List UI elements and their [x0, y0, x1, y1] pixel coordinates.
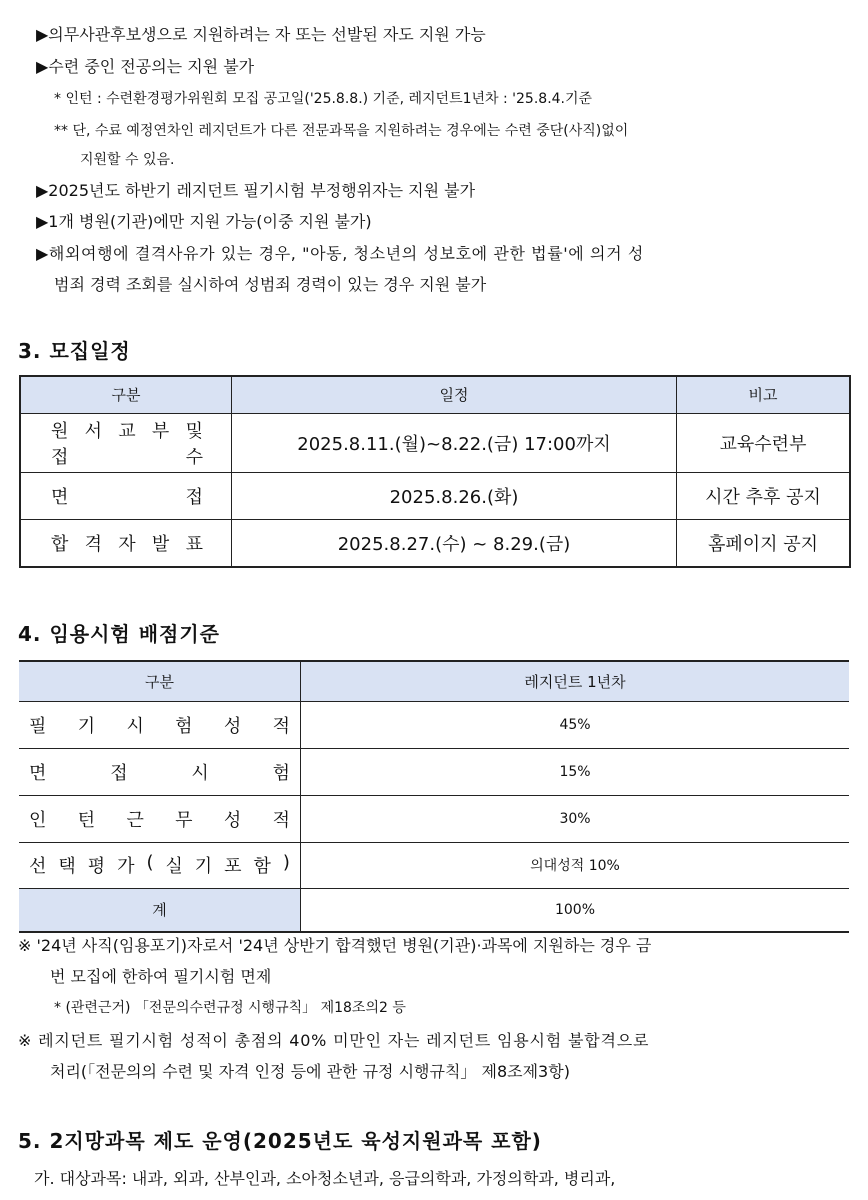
section5-title: 5. 2지망과목 제도 운영(2025년도 육성지원과목 포함) [18, 1129, 542, 1153]
schedule-note-result: 홈페이지 공지 [677, 519, 851, 567]
scoring-value-interview: 15% [301, 748, 850, 795]
bullet-military-applicant: ▶의무사관후보생으로 지원하려는 자 또는 선발된 자도 지원 가능 [36, 25, 486, 44]
schedule-label-result: 합 격 자 발 표 [51, 533, 203, 555]
section5-target-subjects: 가. 대상과목: 내과, 외과, 산부인과, 소아청소년과, 응급의학과, 가정의학과, 병리과, [34, 1169, 616, 1188]
table-row [20, 472, 850, 519]
scoring-value-written: 45% [301, 701, 850, 748]
note-completion-resident-cont: 지원할 수 있음. [80, 152, 175, 168]
schedule-header-category: 구분 [20, 376, 232, 413]
note-completion-resident: ** 단, 수료 예정연차인 레지던트가 다른 전문과목을 지원하려는 경우에는 수련 중단(사직)없이 [54, 123, 629, 139]
schedule-date-interview: 2025.8.26.(화) [232, 472, 677, 519]
table-row [20, 519, 850, 567]
scoring-label-intern: 인 턴 근 무 성 적 [29, 809, 290, 831]
schedule-date-result: 2025.8.27.(수) ~ 8.29.(금) [232, 519, 677, 567]
table-row: 원 서 교 부 및 접 수 2025.8.11.(월)~8.22.(금) 17:00까지 교육수련부 [20, 413, 850, 472]
schedule-header-note: 비고 [677, 376, 851, 413]
schedule-note-application: 교육수련부 [677, 413, 851, 472]
bullet-single-hospital: ▶1개 병원(기관)에만 지원 가능(이중 지원 불가) [36, 212, 372, 231]
table-row [19, 748, 849, 795]
schedule-date-application: 2025.8.11.(월)~8.22.(금) 17:00까지 [232, 413, 677, 472]
bullet-overseas-cont: 범죄 경력 조회를 실시하여 성범죄 경력이 있는 경우 지원 불가 [54, 275, 487, 294]
scoring-label-interview: 면 접 시 험 [29, 762, 290, 784]
bullet-overseas: ▶해외여행에 결격사유가 있는 경우, "아동, 청소년의 성보호에 관한 법률'에 의거 성 [36, 244, 644, 263]
scoring-note-exemption-cont: 번 모집에 한하여 필기시험 면제 [50, 967, 272, 986]
scoring-value-intern: 30% [301, 795, 850, 842]
schedule-label-interview: 면 접 [51, 486, 203, 508]
scoring-note-legal-basis: * (관련근거) 「전문의수련규정 시행규칙」 제18조의2 등 [54, 1000, 406, 1016]
table-row [19, 701, 849, 748]
section4-title: 4. 임용시험 배점기준 [18, 622, 220, 646]
scoring-table [19, 660, 849, 933]
scoring-header-category: 구분 [19, 661, 301, 701]
schedule-label-application: 원 서 교 부 및 [51, 420, 203, 442]
scoring-note-exemption: ※ '24년 사직(임용포기)자로서 '24년 상반기 합격했던 병원(기관)·과목에 지원하는 경우 금 [18, 936, 652, 955]
schedule-note-interview: 시간 추후 공지 [677, 472, 851, 519]
table-row [19, 795, 849, 842]
scoring-total-value: 100% [301, 888, 850, 932]
scoring-label-optional: 선 택 평 가 ( 실 기 포 함 ) [29, 852, 290, 877]
bullet-current-resident: ▶수련 중인 전공의는 지원 불가 [36, 57, 255, 76]
section3-title: 3. 모집일정 [18, 339, 131, 363]
table-row [19, 888, 849, 932]
table-row [19, 842, 849, 888]
note-reference-date: * 인턴 : 수련환경평가위원회 모집 공고일('25.8.8.) 기준, 레지던트1년차 : '25.8.4.기준 [54, 91, 593, 107]
schedule-header-date: 일정 [232, 376, 677, 413]
scoring-note-fail-threshold-cont: 처리(「전문의의 수련 및 자격 인정 등에 관한 규정 시행규칙」 제8조제3항) [50, 1062, 570, 1081]
scoring-total-label: 계 [19, 888, 301, 932]
scoring-header-resident: 레지던트 1년차 [301, 661, 850, 701]
scoring-value-optional: 의대성적 10% [301, 842, 850, 888]
scoring-note-fail-threshold: ※ 레지던트 필기시험 성적이 총점의 40% 미만인 자는 레지던트 임용시험 불합격으로 [18, 1031, 650, 1050]
scoring-label-written: 필 기 시 험 성 적 [29, 715, 290, 737]
bullet-cheating: ▶2025년도 하반기 레지던트 필기시험 부정행위자는 지원 불가 [36, 181, 476, 200]
schedule-table [19, 375, 851, 568]
